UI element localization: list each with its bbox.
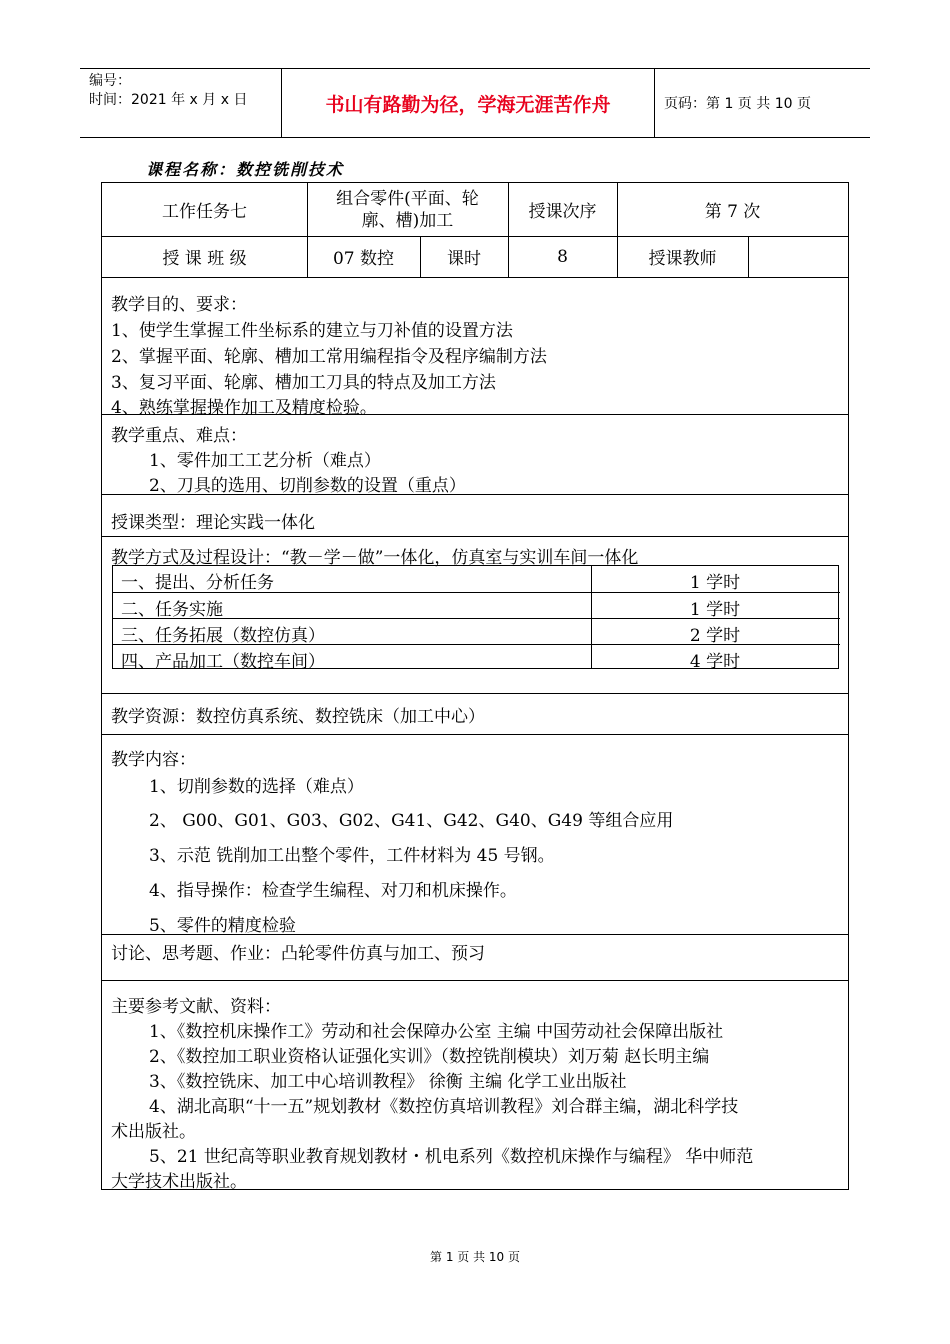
schedule-hours: 1 学时 bbox=[689, 600, 741, 620]
content-item: 4、指导操作：检查学生编程、对刀和机床操作。 bbox=[149, 881, 517, 901]
lesson-type: 授课类型：理论实践一体化 bbox=[111, 513, 315, 533]
reference-line: 4、湖北高职“十一五”规划教材《数控仿真培训教程》刘合群主编，湖北科学技 bbox=[149, 1097, 739, 1117]
content-line-2: 廓、槽)加工 bbox=[361, 210, 454, 231]
schedule-step: 四、产品加工（数控车间） bbox=[121, 652, 325, 672]
course-title: 课程名称：数控铣削技术 bbox=[146, 160, 345, 179]
content-item: 3、示范 铣削加工出整个零件，工件材料为 45 号钢。 bbox=[149, 846, 555, 866]
header-motto: 书山有路勤为径，学海无涯苦作舟 bbox=[282, 69, 655, 137]
key-points-title: 教学重点、难点： bbox=[111, 426, 247, 446]
resources: 教学资源：数控仿真系统、数控铣床（加工中心） bbox=[111, 707, 485, 727]
objective-item: 2、掌握平面、轮廓、槽加工常用编程指令及程序编制方法 bbox=[111, 347, 547, 367]
header-meta bbox=[80, 69, 282, 137]
page-header bbox=[80, 68, 870, 138]
content-item: 1、切削参数的选择（难点） bbox=[149, 777, 364, 797]
method-title: 教学方式及过程设计：“教－学－做”一体化，仿真室与实训车间一体化 bbox=[111, 548, 639, 568]
class-value: 07 数控 bbox=[332, 249, 395, 269]
reference-line: 术出版社。 bbox=[111, 1122, 196, 1142]
objective-item: 1、使学生掌握工件坐标系的建立与刀补值的设置方法 bbox=[111, 321, 513, 341]
order-value: 第 7 次 bbox=[704, 202, 761, 222]
reference-line: 2、《数控加工职业资格认证强化实训》（数控铣削模块）刘万菊 赵长明主编 bbox=[149, 1047, 710, 1067]
content-title: 教学内容： bbox=[111, 750, 196, 770]
content-cell bbox=[307, 183, 508, 236]
schedule-step: 二、任务实施 bbox=[121, 600, 223, 620]
schedule-hours: 1 学时 bbox=[689, 573, 741, 593]
reference-line: 3、《数控铣床、加工中心培训教程》 徐衡 主编 化学工业出版社 bbox=[149, 1072, 627, 1092]
schedule-row bbox=[113, 618, 840, 645]
content-item: 2、 G00、G01、G03、G02、G41、G42、G40、G49 等组合应用 bbox=[149, 811, 674, 831]
number-label: 编号： bbox=[89, 73, 131, 89]
schedule-row bbox=[113, 644, 840, 671]
content-line-1: 组合零件(平面、轮 bbox=[336, 188, 479, 209]
reference-line: 1、《数控机床操作工》劳动和社会保障办公室 主编 中国劳动社会保障出版社 bbox=[149, 1022, 724, 1042]
reference-line: 5、21 世纪高等职业教育规划教材・机电系列《数控机床操作与编程》 华中师范 bbox=[149, 1147, 754, 1167]
reference-line: 大学技术出版社。 bbox=[111, 1172, 247, 1192]
schedule-hours: 2 学时 bbox=[689, 626, 741, 646]
order-label: 授课次序 bbox=[528, 202, 597, 222]
schedule-hours: 4 学时 bbox=[689, 652, 741, 672]
task-cell: 工作任务七 bbox=[162, 202, 247, 222]
lesson-plan-table bbox=[101, 182, 849, 1190]
key-point-item: 2、刀具的选用、切削参数的设置（重点） bbox=[149, 476, 466, 496]
objective-item: 4、熟练掌握操作加工及精度检验。 bbox=[111, 398, 377, 418]
objectives-title: 教学目的、要求： bbox=[111, 295, 247, 315]
header-page-info: 页码：第 1 页 共 10 页 bbox=[664, 96, 811, 112]
hours-value: 8 bbox=[557, 246, 568, 267]
key-point-item: 1、零件加工工艺分析（难点） bbox=[149, 451, 381, 471]
teacher-label: 授课教师 bbox=[648, 249, 717, 269]
schedule-step: 一、提出、分析任务 bbox=[121, 573, 274, 593]
objective-item: 3、复习平面、轮廓、槽加工刀具的特点及加工方法 bbox=[111, 373, 496, 393]
schedule-row bbox=[113, 566, 840, 592]
hours-label: 课时 bbox=[447, 249, 481, 269]
references-title: 主要参考文献、资料： bbox=[111, 997, 281, 1017]
schedule-row bbox=[113, 592, 840, 619]
teacher-value bbox=[748, 236, 848, 277]
time-label: 时间：2021 年 x 月 x 日 bbox=[89, 92, 248, 108]
class-label: 授 课 班 级 bbox=[162, 249, 247, 269]
schedule-step: 三、任务拓展（数控仿真） bbox=[121, 626, 325, 646]
page-footer: 第 1 页 共 10 页 bbox=[430, 1250, 520, 1264]
schedule-table bbox=[112, 565, 839, 672]
discussion: 讨论、思考题、作业：凸轮零件仿真与加工、预习 bbox=[111, 944, 485, 964]
content-item: 5、零件的精度检验 bbox=[149, 916, 296, 936]
